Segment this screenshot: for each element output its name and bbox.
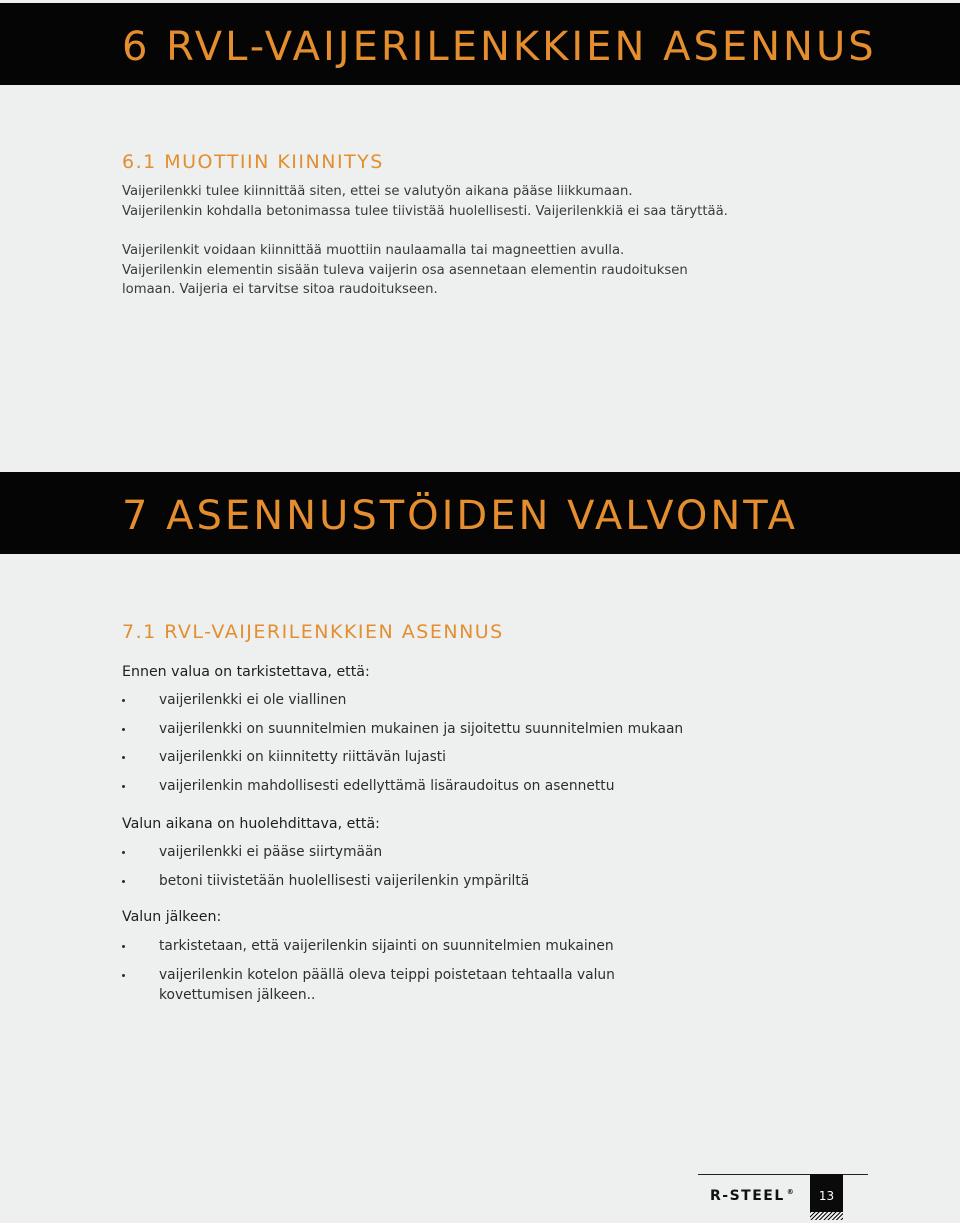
- list-item: vaijerilenkki ei ole viallinen: [122, 690, 683, 710]
- checklist-during-casting: [122, 842, 529, 891]
- section-7-banner: [0, 472, 960, 554]
- paragraph-6-1-b: [122, 241, 688, 300]
- bullet-icon: [122, 785, 125, 788]
- list-item: vaijerilenkin mahdollisesti edellyttämä lisäraudoitus on asennettu: [122, 776, 683, 796]
- bullet-icon: [122, 851, 125, 854]
- page-number: 13: [810, 1174, 843, 1218]
- checklist-lead-during-casting: Valun aikana on huolehdittava, että:: [122, 816, 380, 832]
- list-item: tarkistetaan, että vaijerilenkin sijainti on suunnitelmien mukainen: [122, 936, 615, 956]
- bullet-icon: [122, 945, 125, 948]
- subsection-6-1-title: 6.1 MUOTTIIN KIINNITYS: [122, 151, 384, 173]
- page-number-hatch: [810, 1212, 843, 1220]
- section-6-title: 6 RVL-VAIJERILENKKIEN ASENNUS: [122, 24, 877, 70]
- bullet-icon: [122, 756, 125, 759]
- bullet-icon: [122, 728, 125, 731]
- list-item: betoni tiivistetään huolellisesti vaijerilenkin ympäriltä: [122, 871, 529, 891]
- list-item: vaijerilenkin kotelon päällä oleva teippi poistetaan tehtaalla valun kovettumisen jälkeen..: [122, 965, 615, 1005]
- paragraph-6-1-a: [122, 182, 728, 221]
- paragraph-line: Vaijerilenkin kohdalla betonimassa tulee tiivistää huolellisesti. Vaijerilenkkiä ei saa täryttää.: [122, 203, 728, 219]
- checklist-lead-after-casting: Valun jälkeen:: [122, 909, 222, 925]
- list-item: vaijerilenkki on suunnitelmien mukainen ja sijoitettu suunnitelmien mukaan: [122, 719, 683, 739]
- list-item: vaijerilenkki ei pääse siirtymään: [122, 842, 529, 862]
- checklist-after-casting: [122, 936, 615, 1005]
- bullet-icon: [122, 699, 125, 702]
- subsection-7-1-title: 7.1 RVL-VAIJERILENKKIEN ASENNUS: [122, 621, 504, 643]
- bullet-icon: [122, 880, 125, 883]
- bullet-icon: [122, 974, 125, 977]
- checklist-before-casting: [122, 690, 683, 796]
- list-item: vaijerilenkki on kiinnitetty riittävän lujasti: [122, 747, 683, 767]
- checklist-lead-before-casting: Ennen valua on tarkistettava, että:: [122, 664, 370, 680]
- paragraph-line: Vaijerilenkit voidaan kiinnittää muottiin naulaamalla tai magneettien avulla.: [122, 243, 625, 258]
- section-6-banner: [0, 3, 960, 85]
- paragraph-line: Vaijerilenkki tulee kiinnittää siten, ettei se valutyön aikana pääse liikkumaan.: [122, 184, 633, 199]
- paragraph-line: Vaijerilenkin elementin sisään tuleva vaijerin osa asennetaan elementin raudoituksen: [122, 262, 688, 278]
- paragraph-line: lomaan. Vaijeria ei tarvitse sitoa raudoitukseen.: [122, 282, 438, 298]
- section-7-title: 7 ASENNUSTÖIDEN VALVONTA: [122, 493, 798, 539]
- r-steel-logo: R-STEEL ®: [710, 1188, 794, 1204]
